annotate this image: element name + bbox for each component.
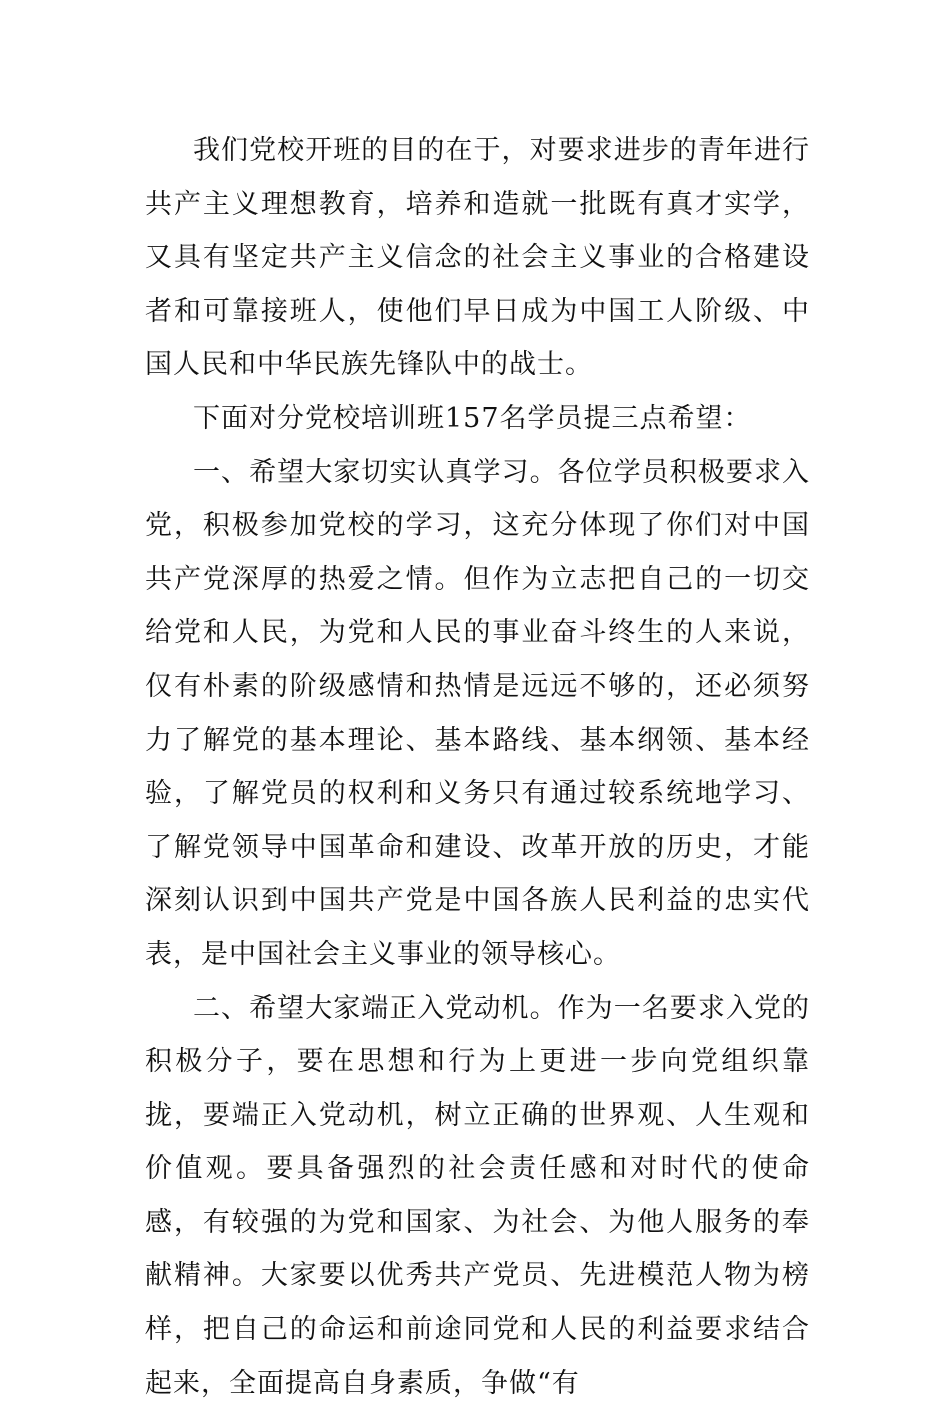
paragraph-hope-two: 二、希望大家端正入党动机。作为一名要求入党的积极分子，要在思想和行为上更进一步向党组织靠拢，要端正入党动机，树立正确的世界观、人生观和价值观。要具备强烈的社会责任感和对时代的使命感，有较强的为党和国家、为社会、为他人服务的奉献精神。大家要以优秀共产党员、先进模范人物为榜样，把自己的命运和前途同党和人民的利益要求结合起来，全面提高自身素质，争做“有	[145, 982, 810, 1410]
paragraph-intro-hopes: 下面对分党校培训班157名学员提三点希望：	[145, 392, 810, 446]
paragraph-purpose: 我们党校开班的目的在于，对要求进步的青年进行共产主义理想教育，培养和造就一批既有真才实学，又具有坚定共产主义信念的社会主义事业的合格建设者和可靠接班人，使他们早日成为中国工人阶级、中国人民和中华民族先锋队中的战士。	[145, 124, 810, 392]
document-body	[145, 124, 810, 1410]
paragraph-hope-one: 一、希望大家切实认真学习。各位学员积极要求入党，积极参加党校的学习，这充分体现了你们对中国共产党深厚的热爱之情。但作为立志把自己的一切交给党和人民，为党和人民的事业奋斗终生的人来说，仅有朴素的阶级感情和热情是远远不够的，还必须努力了解党的基本理论、基本路线、基本纲领、基本经验，了解党员的权利和义务只有通过较系统地学习、了解党领导中国革命和建设、改革开放的历史，才能深刻认识到中国共产党是中国各族人民利益的忠实代表，是中国社会主义事业的领导核心。	[145, 446, 810, 982]
